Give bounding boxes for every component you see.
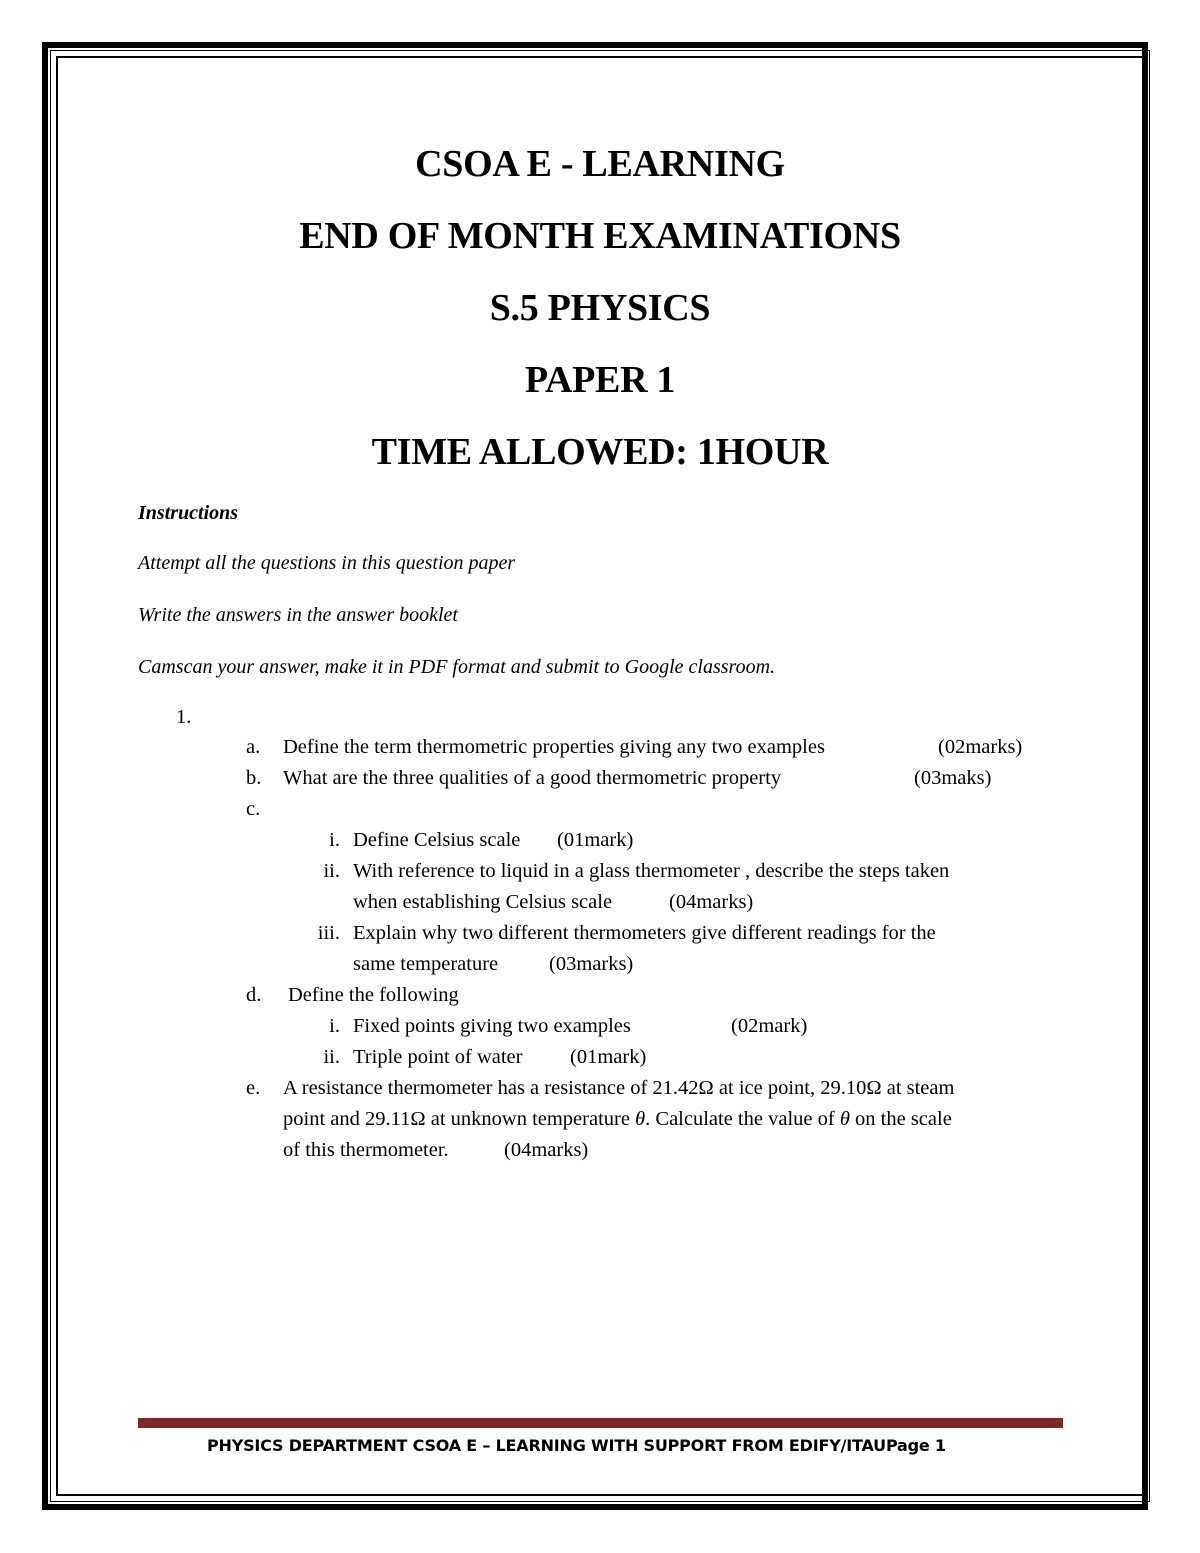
question-1e-line2	[283, 1108, 952, 1131]
time-allowed: TIME ALLOWED: 1HOUR	[371, 431, 829, 473]
theta-symbol: θ	[839, 1108, 850, 1130]
item-label-b: b.	[246, 767, 262, 789]
question-1c-ii-marks: (04marks)	[669, 891, 754, 913]
question-1e-line3: of this thermometer.	[283, 1139, 449, 1161]
instruction-item: Camscan your answer, make it in PDF format and submit to Google classroom.	[138, 656, 776, 678]
question-1a-marks: (02marks)	[938, 736, 1023, 758]
item-label-d: d.	[246, 984, 262, 1006]
question-1c-iii-marks: (03marks)	[549, 953, 634, 975]
instruction-item: Attempt all the questions in this question paper	[138, 552, 516, 574]
school-title: CSOA E - LEARNING	[415, 143, 785, 185]
subitem-label-c-iii: iii.	[317, 922, 340, 944]
instructions-heading: Instructions	[138, 502, 239, 524]
subitem-label-c-ii: ii.	[323, 860, 340, 882]
theta-symbol: θ	[635, 1108, 646, 1130]
question-1c-iii-line1: Explain why two different thermometers give different readings for the	[353, 922, 936, 944]
question-1e-line2-part2: . Calculate the value of	[645, 1108, 840, 1130]
question-1d-text: Define the following	[288, 984, 459, 1006]
question-1c-i-text: Define Celsius scale	[353, 829, 521, 851]
question-1e-line2-part1: point and 29.11Ω at unknown temperature	[283, 1108, 636, 1130]
question-1a-text: Define the term thermometric properties giving any two examples	[283, 736, 825, 758]
question-1c-ii-line1: With reference to liquid in a glass thermometer , describe the steps taken	[353, 860, 950, 882]
item-label-c: c.	[246, 798, 261, 820]
subitem-label-c-i: i.	[329, 829, 340, 851]
paper-title: PAPER 1	[524, 359, 676, 401]
footer-divider	[138, 1418, 1063, 1428]
subject-title: S.5 PHYSICS	[489, 287, 711, 329]
question-1c-ii-line2: when establishing Celsius scale	[353, 891, 613, 913]
question-1d-i-marks: (02mark)	[731, 1015, 808, 1037]
question-1e-line2-part3: on the scale	[849, 1108, 952, 1130]
subitem-label-d-ii: ii.	[323, 1046, 340, 1068]
question-1e-line1: A resistance thermometer has a resistance of 21.42Ω at ice point, 29.10Ω at steam	[283, 1077, 955, 1099]
item-label-a: a.	[246, 736, 261, 758]
question-1e-marks: (04marks)	[504, 1139, 589, 1161]
item-label-e: e.	[246, 1077, 261, 1099]
question-1d-ii-marks: (01mark)	[570, 1046, 647, 1068]
question-1b-text: What are the three qualities of a good thermometric property	[283, 767, 782, 789]
question-number: 1.	[176, 706, 192, 728]
question-1b-marks: (03maks)	[914, 767, 992, 789]
question-1d-ii-text: Triple point of water	[353, 1046, 523, 1068]
question-1c-i-marks: (01mark)	[557, 829, 634, 851]
question-1d-i-text: Fixed points giving two examples	[353, 1015, 631, 1037]
footer-text: PHYSICS DEPARTMENT CSOA E – LEARNING WITH SUPPORT FROM EDIFY/ITAUPage 1	[207, 1436, 946, 1455]
question-1c-iii-line2: same temperature	[353, 953, 499, 975]
subitem-label-d-i: i.	[329, 1015, 340, 1037]
instruction-item: Write the answers in the answer booklet	[138, 604, 458, 626]
exam-title: END OF MONTH EXAMINATIONS	[299, 215, 901, 257]
